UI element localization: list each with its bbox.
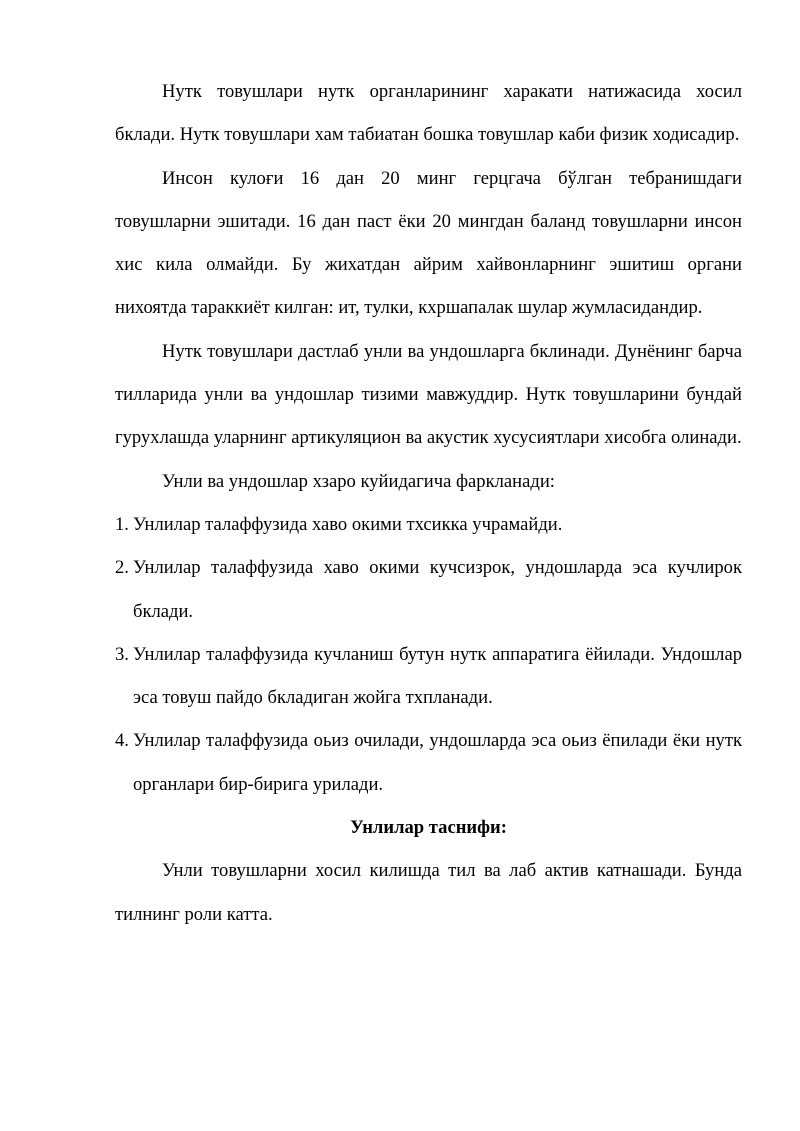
list-item-text: Унлилар талаффузида кучланиш бутун нутк аппаратига ёйилади. Ундошлар эса товуш пайдо бкладиган жойга тхпланади. <box>133 643 742 709</box>
paragraph-hearing-range: Инсон кулоғи 16 дан 20 минг герцгача бўлган тебранишдаги товушларни эшитади. 16 дан паст ёки 20 мингдан баланд товушларни инсон хис кила олмайди. Бу жихатдан айрим хайвонларнинг эшитиш органи нихоятда тараккиёт килган: ит, тулки, кхршапалак шулар жумласидандир. <box>115 167 742 319</box>
list-item-text: Унлилар талаффузида оьиз очилади, ундошларда эса оьиз ёпилади ёки нутк органлари бир-бирига урилади. <box>133 730 742 795</box>
paragraph-vowel-formation: Унли товушларни хосил килишда тил ва лаб актив катнашади. Бунда тилнинг роли катта. <box>115 860 742 925</box>
section-heading: Унлилар таснифи: <box>350 817 507 839</box>
paragraph-speech-sounds: Нутк товушлари нутк органларининг харакати натижасида хосил бклади. Нутк товушлари хам табиатан бошка товушлар каби физик ходисадир. <box>115 81 742 146</box>
list-item <box>115 719 742 806</box>
list-item <box>115 633 742 720</box>
differences-list <box>115 503 742 806</box>
list-item-number: 1. <box>115 513 129 535</box>
list-item-text: Унлилар талаффузида хаво окими кучсизрок, ундошларда эса кучлирок бклади. <box>133 557 742 622</box>
list-item-text: Унлилар талаффузида хаво окими тхсикка учрамайди. <box>133 513 563 535</box>
list-item <box>115 546 742 633</box>
list-item-number: 2. <box>115 557 129 579</box>
paragraph-vowels-consonants: Нутк товушлари дастлаб унли ва ундошларга бклинади. Дунёнинг барча тилларида унли ва ундошлар тизими мавжуддир. Нутк товушларини бундай гурухлашда уларнинг артикуляцион ва акустик хусусиятлари хисобга олинади. <box>115 340 742 449</box>
list-intro: Унли ва ундошлар хзаро куйидагича фаркланади: <box>162 470 555 492</box>
list-item <box>115 503 742 546</box>
list-item-number: 4. <box>115 730 129 752</box>
document-page <box>115 70 742 936</box>
list-item-number: 3. <box>115 643 129 665</box>
